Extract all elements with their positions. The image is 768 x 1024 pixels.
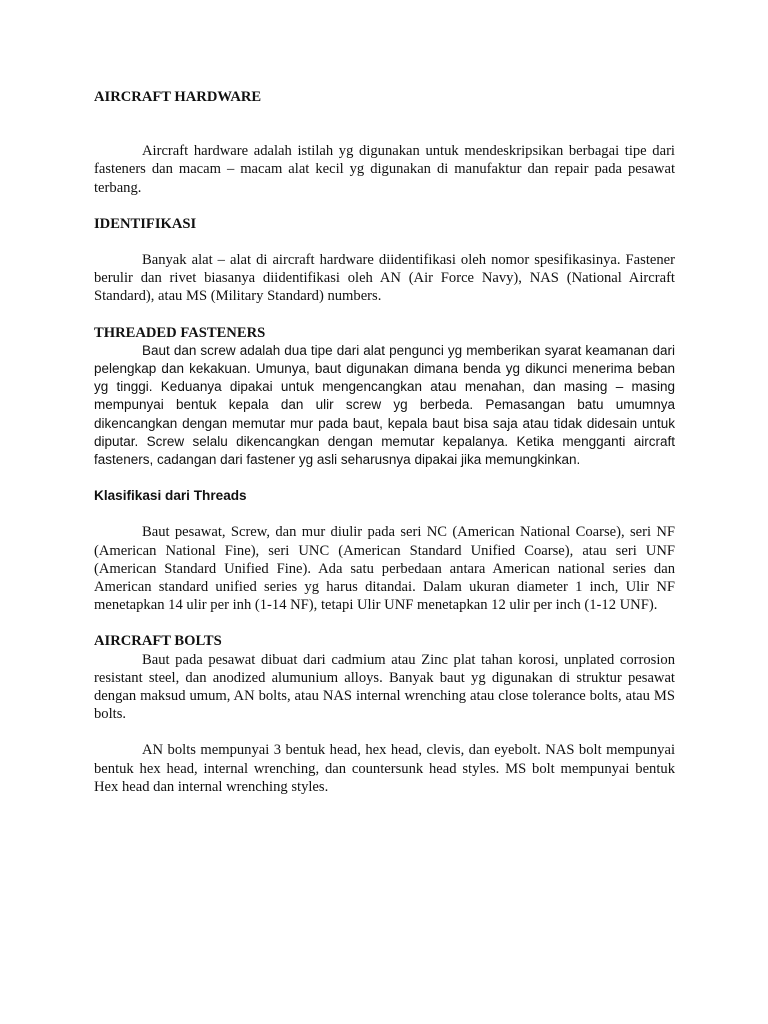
spacer (94, 306, 675, 324)
section-heading-identifikasi: IDENTIFIKASI (94, 215, 197, 232)
intro-paragraph: Aircraft hardware adalah istilah yg digunakan untuk mendeskripsikan berbagai tipe dari fasteners dan macam – macam alat kecil yg digunakan di manufaktur dan repair pada pesawat terbang. (94, 143, 675, 196)
spacer (94, 106, 675, 142)
spacer (94, 233, 675, 251)
section-paragraph: Baut pesawat, Screw, dan mur diulir pada seri NC (American National Coarse), seri NF (American National Fine), seri UNC (American Standard Unified Coarse), atau seri UNF (American Standard Unified Fine). Ada satu perbedaan antara American national series dan American standard unified series yg harus ditandai. Dalam ukuran diameter 1 inch, Ulir NF menetapkan 14 ulir per inh (1-14 NF), tetapi Ulir UNF menetapkan 12 ulir per inch (1-12 UNF). (94, 524, 675, 614)
spacer (94, 723, 675, 741)
spacer (94, 614, 675, 632)
section-heading-klasifikasi-threads: Klasifikasi dari Threads (94, 488, 247, 504)
section-paragraph: Baut dan screw adalah dua tipe dari alat pengunci yg memberikan syarat keamanan dari pelengkap dan kekakuan. Umunya, baut digunakan dimana benda yg dikunci menerima beban yg tinggi. Keduanya dipakai untuk mengencangkan atau menahan, dan masing – masing mempunyai bentuk kepala dan ulir screw yg berbeda. Pemasangan batu umumnya dikencangkan dengan memutar mur pada baut, kepala baut bisa saja atau tidak didesain untuk diputar. Screw selalu dikencangkan dengan memutar kepalanya. Ketika mengganti aircraft fasteners, cadangan dari fastener yg asli seharusnya dipakai jika memungkinkan. (94, 342, 675, 468)
section-paragraph: AN bolts mempunyai 3 bentuk head, hex head, clevis, dan eyebolt. NAS bolt mempunyai bentuk hex head, internal wrenching, dan countersunk head styles. MS bolt mempunyai bentuk Hex head dan internal wrenching styles. (94, 742, 675, 795)
document-body (94, 88, 675, 796)
section-paragraph: Banyak alat – alat di aircraft hardware diidentifikasi oleh nomor spesifikasinya. Fastener berulir dan rivet biasanya diidentifikasi oleh AN (Air Force Navy), NAS (National Aircraft Standard), atau MS (Military Standard) numbers. (94, 252, 675, 305)
document-title: AIRCRAFT HARDWARE (94, 89, 262, 105)
spacer (94, 197, 675, 215)
section-heading-threaded-fasteners: THREADED FASTENERS (94, 324, 266, 341)
spacer (94, 469, 675, 487)
spacer (94, 505, 675, 523)
section-heading-aircraft-bolts: AIRCRAFT BOLTS (94, 633, 222, 650)
section-paragraph: Baut pada pesawat dibuat dari cadmium atau Zinc plat tahan korosi, unplated corrosion resistant steel, dan anodized alumunium alloys. Banyak baut yg digunakan di struktur pesawat dengan maksud umum, AN bolts, atau NAS internal wrenching atau close tolerance bolts, atau MS bolts. (94, 651, 675, 723)
